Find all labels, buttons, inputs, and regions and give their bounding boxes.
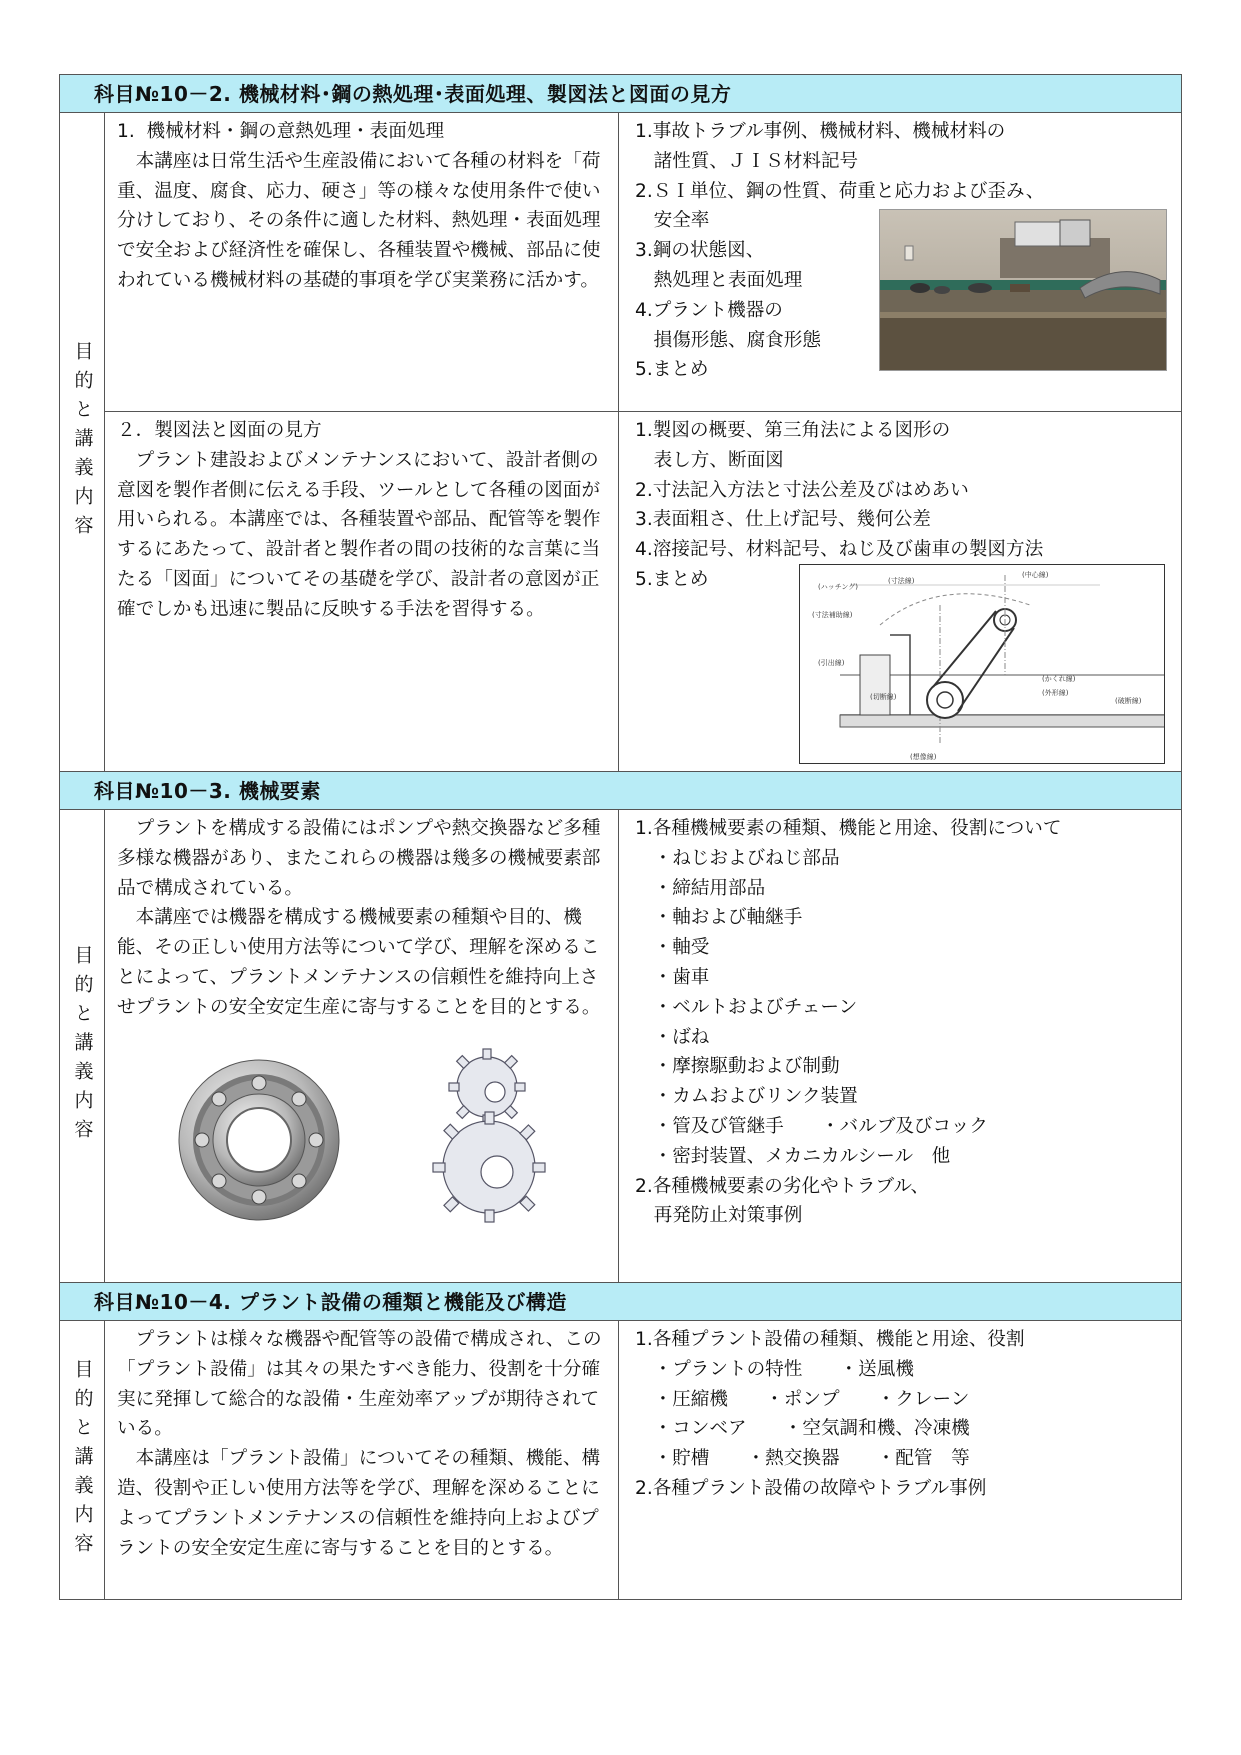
description-title: ２．製図法と図面の見方 [117,420,322,441]
description-cell [105,810,619,1282]
topic-item: 表し方、断面図 [635,449,784,471]
topic-item: 4.プラント機器の [635,299,783,321]
topic-item: ・締結用部品 [635,877,766,899]
drawing-label: (外形線) [1042,689,1069,697]
topic-item: ・プラントの特性 ・送風機 [635,1358,914,1380]
description-text: 本講座は「プラント設備」についてその種類、機能、構造、役割や正しい使用方法等を学び、理解を深めることによってプラントメンテナンスの信頼性を維持向上およびプラントの安全安定生産に寄与することを目的とする。 [117,1448,601,1559]
topic-item: ・貯槽 ・熱交換器 ・配管 等 [635,1448,970,1470]
topic-item: 再発防止対策事例 [635,1205,803,1227]
description-cell [105,412,619,771]
topic-item: 熱処理と表面処理 [635,269,803,291]
topic-item: ・軸受 [635,937,710,959]
topic-item: 1.各種プラント設備の種類、機能と用途、役割 [635,1329,1025,1350]
topic-item: 2.各種プラント設備の故障やトラブル事例 [635,1477,987,1499]
topic-item: ・軸および軸継手 [635,907,803,929]
drawing-label: (ハッチング) [818,583,858,591]
topic-item: 3.表面粗さ、仕上げ記号、幾何公差 [635,509,931,531]
drawing-label: (中心線) [1022,571,1049,579]
topic-item: ・密封装置、メカニカルシール 他 [635,1145,951,1167]
side-label: 目的と講義内容 [71,1358,94,1562]
description-cell [105,1321,619,1599]
topic-item: 諸性質、ＪＩＳ材料記号 [635,150,859,172]
description-text: プラントは様々な機器や配管等の設備で構成され、この「プラント設備」は其々の果たすべき能力、役割を十分確実に発揮して総合的な設備・生産効率アップが期待されている。 [117,1329,602,1440]
description-cell [105,113,619,411]
topic-item: 2.各種機械要素の劣化やトラブル、 [635,1175,930,1197]
topics-cell [619,810,1181,1282]
topic-item: 3.鋼の状態図、 [635,240,765,262]
topic-item: ・ばね [635,1026,710,1048]
drawing-label: (引出線) [818,659,845,667]
topic-item: ・摩擦駆動および制動 [635,1056,840,1078]
side-label-cell [60,1321,105,1599]
topic-item: 2.寸法記入方法と寸法公差及びはめあい [635,479,969,501]
lab-photo [879,209,1167,371]
topic-item: ・コンベア ・空気調和機、冷凍機 [635,1418,970,1440]
topic-item: 1.各種機械要素の種類、機能と用途、役割について [635,818,1062,839]
topics-cell [619,113,1181,411]
topics-cell [619,1321,1181,1599]
description-text: プラントを構成する設備にはポンプや熱交換器など多種多様な機器があり、またこれらの機器は幾多の機械要素部品で構成されている。 [117,818,601,899]
topic-item: ・管及び管継手 ・バルブ及びコック [635,1115,988,1137]
course-table [59,74,1182,1600]
drawing-label: (寸法補助線) [812,611,853,619]
drawing-label: (かくれ線) [1042,675,1076,683]
section-header-10-4: 科目№10－4. プラント設備の種類と機能及び構造 [60,1283,1181,1321]
description-text: 本講座では機器を構成する機械要素の種類や目的、機能、その正しい使用方法等について学び、理解を深めることによって、プラントメンテナンスの信頼性を維持向上させプラントの安全安定生産に寄与することを目的とする。 [117,907,601,1018]
topic-item: ・ベルトおよびチェーン [635,996,858,1018]
bearing-image [175,1056,343,1224]
topic-item: ・歯車 [635,966,710,988]
section-10-4 [60,1321,1181,1599]
side-label-cell [60,113,105,771]
drawing-label: (想像線) [910,753,937,761]
topics-cell [619,412,1181,771]
drawing-label: (寸法線) [888,577,915,585]
topic-item: 安全率 [635,210,710,232]
topic-item: 2.ＳＩ単位、鋼の性質、荷重と応力および歪み、 [635,180,1045,202]
topic-item: 1.事故トラブル事例、機械材料、機械材料の [635,121,1006,142]
section-header-10-2: 科目№10－2. 機械材料･鋼の熱処理･表面処理、製図法と図面の見方 [60,75,1181,113]
topic-item: ・カムおよびリンク装置 [635,1086,858,1108]
topic-item: 5.まとめ [635,568,709,590]
drawing-label: (破断線) [1115,697,1142,705]
side-label: 目的と講義内容 [71,944,94,1148]
gears-image [417,1032,547,1232]
drawing-label: (切断線) [870,693,897,701]
topic-item: 4.溶接記号、材料記号、ねじ及び歯車の製図方法 [635,539,1044,561]
section-10-3 [60,810,1181,1283]
technical-drawing [799,564,1165,764]
topic-item: ・圧縮機 ・ポンプ ・クレーン [635,1388,970,1410]
description-text: 本講座は日常生活や生産設備において各種の材料を「荷重、温度、腐食、応力、硬さ」等の様々な使用条件で使い分けしており、その条件に適した材料、熱処理・表面処理で安全および経済性を確保し、各種装置や機械、部品に使われている機械材料の基礎的事項を学び実業務に活かす。 [117,150,601,291]
topic-item: 損傷形態、腐食形態 [635,329,821,351]
topic-item: 1.製図の概要、第三角法による図形の [635,420,951,441]
description-text: プラント建設およびメンテナンスにおいて、設計者側の意図を製作者側に伝える手段、ツールとして各種の図面が用いられる。本講座では、各種装置や部品、配管等を製作するにあたって、設計者と製作者の間の技術的な言葉に当たる「図面」についてその基礎を学び、設計者の意図が正確でしかも迅速に製品に反映する手法を習得する。 [117,449,601,620]
topic-item: ・ねじおよびねじ部品 [635,847,840,869]
topic-item: 5.まとめ [635,359,709,381]
description-title: 1. 機械材料・鋼の意熱処理・表面処理 [117,121,445,142]
side-label: 目的と講義内容 [71,340,94,544]
side-label-cell [60,810,105,1282]
section-10-2 [60,113,1181,772]
section-header-10-3: 科目№10－3. 機械要素 [60,772,1181,810]
